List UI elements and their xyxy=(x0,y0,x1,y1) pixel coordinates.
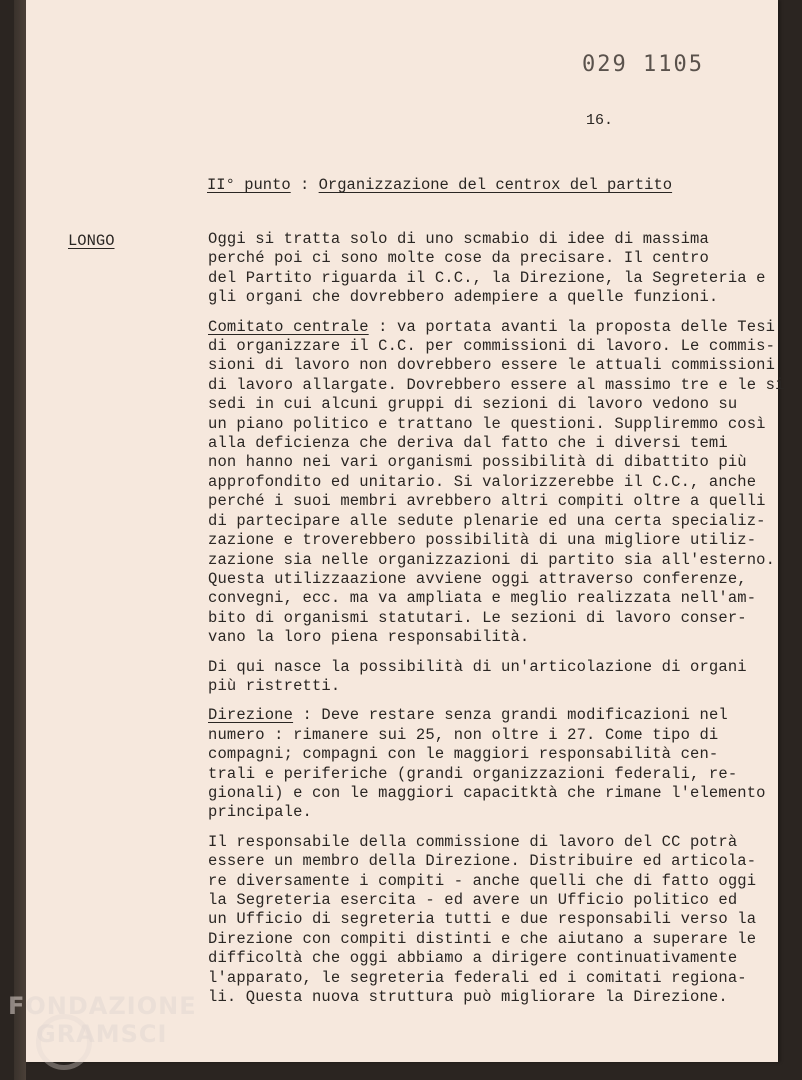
line-text: numero : rimanere sui 25, non oltre i 27. Come tipo di xyxy=(208,725,719,744)
paragraph xyxy=(208,317,785,648)
heading-prefix: II° punto xyxy=(207,176,291,194)
line-text: vano la loro piena responsabilità. xyxy=(208,628,530,647)
text-line xyxy=(208,230,773,249)
text-line xyxy=(208,726,773,745)
text-line xyxy=(208,473,773,492)
text-line xyxy=(208,453,773,472)
text-line xyxy=(208,317,776,337)
line-text: li. Questa nuova struttura può migliorare la Direzione. xyxy=(208,988,728,1007)
text-line xyxy=(208,765,773,784)
line-text: del Partito riguarda il C.C., la Direzione, la Segreteria e xyxy=(208,268,766,287)
text-line xyxy=(208,891,773,910)
line-text: di partecipare alle sedute plenarie ed una certa specializ- xyxy=(208,511,766,530)
watermark-line-2: GRAMSCI xyxy=(36,1020,168,1048)
line-text: Direzione con compiti distinti e che aiutano a superare le xyxy=(208,929,757,948)
text-line xyxy=(208,833,773,852)
line-text: la Segreteria esercita - ed avere un Ufficio politico ed xyxy=(208,891,738,909)
line-text: sedi in cui alcuni gruppi di sezioni di lavoro vedono su xyxy=(208,395,738,414)
line-text: : va portata avanti la proposta delle Tesi xyxy=(368,317,776,336)
line-text: re diversamente i compiti - anche quelli che di fatto oggi xyxy=(208,871,757,890)
paragraph xyxy=(208,706,773,822)
line-text: di organizzare il C.C. per commissioni di lavoro. Le commis- xyxy=(208,337,776,356)
paragraph-label: Direzione xyxy=(208,706,294,725)
text-line xyxy=(208,512,773,531)
line-text: zazione sia nelle organizzazioni di partito sia all'esterno. xyxy=(208,550,776,569)
line-text: approfondito ed unitario. Si valorizzerebbe il C.C., anche xyxy=(208,472,757,491)
line-text: perché i suoi membri avrebbero altri compiti oltre a quelli xyxy=(208,492,766,511)
text-line xyxy=(208,434,773,453)
line-text: non hanno nei vari organismi possibilità di dibattito più xyxy=(208,453,747,472)
paragraph xyxy=(208,658,773,697)
text-line xyxy=(208,628,773,647)
page-number: 16. xyxy=(586,112,614,129)
text-line xyxy=(208,415,773,434)
text-line xyxy=(208,550,776,570)
text-line xyxy=(208,745,773,764)
line-text: : Deve restare senza grandi modificazioni nel xyxy=(293,706,728,725)
heading-title: Organizzazione del centrox del partito xyxy=(318,176,673,194)
section-heading xyxy=(207,176,672,194)
line-text: difficoltà che oggi abbiamo a dirigere continuativamente xyxy=(208,949,738,968)
line-text: Il responsabile della commissione di lavoro del CC potrà xyxy=(208,832,738,851)
text-line xyxy=(208,395,773,414)
line-text: Oggi si tratta solo di uno scmabio di idee di massima xyxy=(208,230,709,248)
line-text: un Ufficio di segreteria tutti e due responsabili verso la xyxy=(208,910,757,929)
line-text: Di qui nasce la possibilità di un'articolazione di organi xyxy=(208,657,747,676)
text-line xyxy=(208,337,776,356)
text-line xyxy=(208,249,773,268)
watermark xyxy=(8,992,197,1048)
text-line xyxy=(208,949,773,968)
text-line xyxy=(208,609,773,628)
line-text: più ristretti. xyxy=(208,676,341,695)
text-line xyxy=(208,784,773,803)
line-text: gli organi che dovrebbero adempiere a quelle funzioni. xyxy=(208,288,719,307)
speaker-name: LONGO xyxy=(68,232,115,250)
line-text: trali e periferiche (grandi organizzazioni federali, re- xyxy=(208,764,738,783)
line-text: gionali) e con le maggiori capacitktà che rimane l'elemento xyxy=(208,783,766,802)
line-text: alla deficienza che deriva dal fatto che i diversi temi xyxy=(208,434,728,453)
line-text: compagni; compagni con le maggiori responsabilità cen- xyxy=(208,745,719,764)
text-line xyxy=(208,269,773,288)
line-text: zazione e troverebbero possibilità di una migliore utiliz- xyxy=(208,531,757,550)
text-line xyxy=(208,658,773,677)
text-line xyxy=(208,288,773,307)
text-line xyxy=(208,930,773,949)
binding-edge xyxy=(14,0,26,1080)
line-text: Questa utilizzaazione avviene oggi attraverso conferenze, xyxy=(208,569,747,588)
line-text: bito di organismi statutari. Le sezioni di lavoro conser- xyxy=(208,608,747,627)
text-line xyxy=(208,570,773,589)
text-line xyxy=(208,531,773,550)
text-line xyxy=(208,988,773,1007)
text-line xyxy=(208,375,785,395)
text-line xyxy=(208,706,773,725)
document-body xyxy=(208,230,785,1007)
text-line xyxy=(208,492,773,511)
paragraph-label: Comitato centrale xyxy=(208,317,369,336)
text-line xyxy=(208,872,773,891)
line-text: perché poi ci sono molte cose da precisare. Il centro xyxy=(208,249,709,268)
text-line xyxy=(208,589,773,608)
text-line xyxy=(208,910,773,929)
line-text: l'apparato, le segreteria federali ed i comitati regiona- xyxy=(208,968,747,987)
text-line xyxy=(208,356,776,375)
heading-separator: : xyxy=(290,176,319,194)
line-text: un piano politico e trattano le questioni. Suppliremmo così xyxy=(208,414,766,433)
watermark-line-1: FONDAZIONE xyxy=(8,992,197,1020)
paragraph xyxy=(208,230,773,308)
text-line xyxy=(208,803,773,822)
paragraph xyxy=(208,833,773,1008)
line-text: principale. xyxy=(208,803,312,822)
text-line xyxy=(208,852,773,871)
line-text: sioni di lavoro non dovrebbero essere le attuali commissioni xyxy=(208,356,776,375)
line-text: convegni, ecc. ma va ampliata e meglio realizzata nell'am- xyxy=(208,589,757,608)
archive-stamp-number: 029 1105 xyxy=(582,52,704,77)
line-text: essere un membro della Direzione. Distribuire ed articola- xyxy=(208,852,757,871)
text-line xyxy=(208,969,773,988)
text-line xyxy=(208,677,773,696)
line-text: di lavoro allargate. Dovrebbero essere al massimo tre e le si xyxy=(208,375,785,394)
